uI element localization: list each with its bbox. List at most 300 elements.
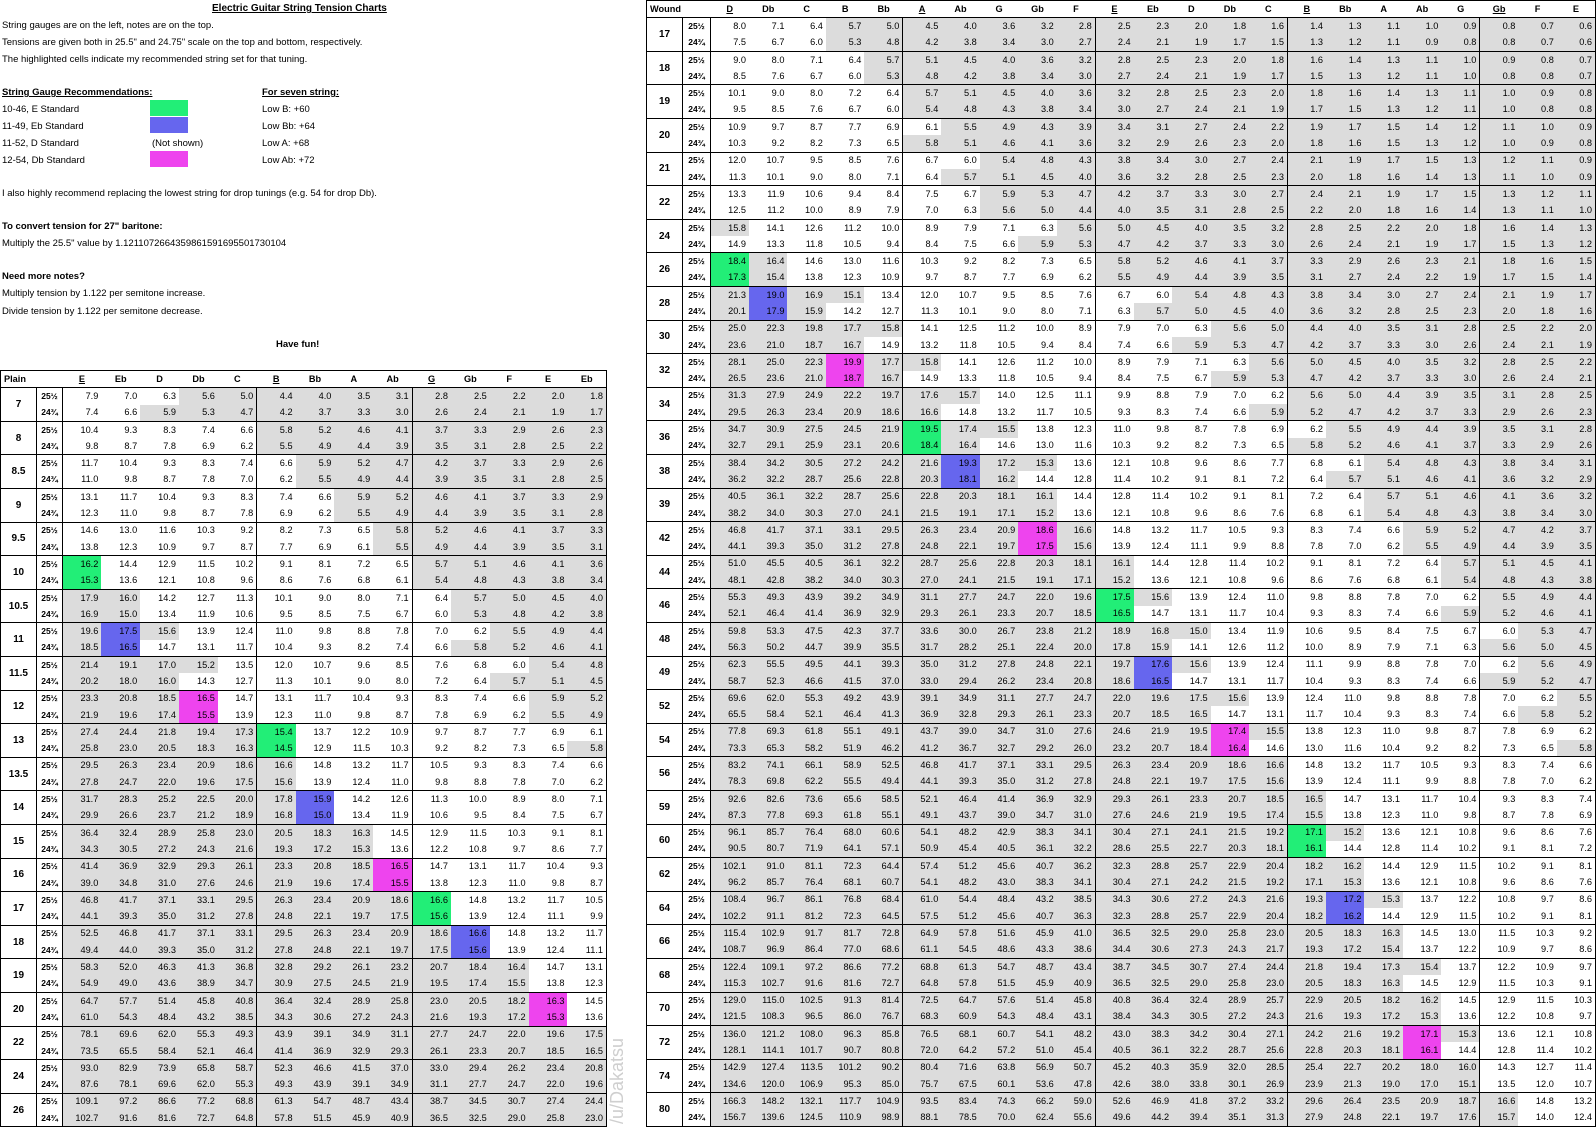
- tension-cell: 4.6: [1172, 253, 1210, 270]
- tension-cell: 11.7: [1036, 406, 1054, 417]
- tension-cell: 20.3: [941, 488, 979, 505]
- tension-cell: 21.9: [864, 421, 902, 438]
- tension-cell: 30.9: [749, 421, 787, 438]
- tension-cell: 27.1: [1134, 824, 1172, 841]
- tension-cell: 53.6: [1018, 1076, 1056, 1093]
- tension-cell: 11.7: [373, 757, 412, 774]
- tension-cell: 21.5: [903, 505, 941, 522]
- tension-cell: 18.3: [1326, 925, 1364, 942]
- tension-cell: 24.8: [1018, 656, 1056, 673]
- table-row: [1, 825, 607, 842]
- tension-cell: 61.8: [787, 723, 825, 740]
- tension-cell: 4.7: [1249, 337, 1287, 354]
- tension-cell: 6.7: [395, 608, 409, 619]
- tension-cell: 6.4: [864, 85, 902, 102]
- tension-cell: 20.1: [711, 303, 749, 320]
- tension-cell: 19.2: [1249, 874, 1287, 891]
- tension-cell: 55.3: [218, 1076, 257, 1093]
- tension-cell: 7.2: [334, 556, 373, 573]
- tension-cell: 4.4: [451, 539, 490, 556]
- table-row: [1, 690, 607, 707]
- table-row: [1, 673, 607, 690]
- tension-cell: 31.3: [711, 387, 749, 404]
- tension-cell: 21.0: [749, 337, 787, 354]
- tension-cell: 2.0: [529, 388, 568, 405]
- tension-cell: 136.0: [711, 1026, 749, 1043]
- tension-cell: 25.6: [941, 555, 979, 572]
- tension-cell: 109.1: [749, 958, 787, 975]
- tension-cell: 19.6: [529, 1026, 568, 1043]
- tension-cell: 4.4: [1288, 320, 1326, 337]
- tension-cell: 9.3: [101, 421, 140, 438]
- tension-cell: 102.7: [749, 975, 787, 992]
- table-corner-label: Wound: [647, 1, 711, 18]
- tension-cell: 13.2: [1326, 757, 1364, 774]
- tension-cell: 6.9: [474, 709, 487, 720]
- tension-cell: 23.0: [101, 741, 140, 758]
- tension-cell: 24.8: [1095, 774, 1133, 791]
- tension-cell: 6.0: [810, 37, 823, 48]
- tension-cell: 32.3: [1095, 908, 1133, 925]
- tension-cell: 2.0: [1249, 85, 1287, 102]
- tension-cell: 29.2: [1018, 740, 1056, 757]
- table-row: [647, 102, 1596, 119]
- tension-cell: 3.9: [373, 438, 412, 455]
- tension-cell: 4.5: [1557, 639, 1596, 656]
- scale-label: 25½: [683, 824, 711, 841]
- tension-cell: 90.7: [826, 1042, 864, 1059]
- tension-cell: 12.4: [352, 776, 371, 787]
- tension-cell: 29.3: [373, 1043, 412, 1060]
- tension-cell: 9.7: [512, 843, 526, 854]
- tension-cell: 35.0: [787, 539, 825, 556]
- tension-cell: 6.5: [886, 138, 900, 149]
- tension-cell: 35.0: [140, 909, 179, 926]
- tension-cell: 43.3: [1018, 942, 1056, 959]
- gauge-label: 9.5: [1, 522, 37, 556]
- tension-cell: 11.2: [826, 219, 864, 236]
- tension-cell: 3.1: [1288, 270, 1326, 287]
- tension-cell: 25.6: [826, 471, 864, 488]
- gauge-label: 9: [1, 489, 37, 523]
- tension-cell: 29.5: [711, 404, 749, 421]
- tension-cell: 8.8: [474, 776, 487, 787]
- tension-cell: 16.0: [140, 673, 179, 690]
- tension-cell: 102.2: [711, 908, 749, 925]
- tension-cell: 4.5: [529, 589, 568, 606]
- tension-cell: 11.5: [353, 743, 371, 754]
- tension-cell: 14.1: [941, 354, 979, 371]
- tension-cell: 90.5: [711, 841, 749, 858]
- table-row: [647, 572, 1596, 589]
- tension-cell: 64.1: [826, 841, 864, 858]
- tension-cell: 43.6: [140, 976, 179, 993]
- tension-cell: 19.7: [1095, 656, 1133, 673]
- tension-cell: 109.1: [63, 1093, 102, 1110]
- tension-cell: 29.3: [179, 858, 218, 875]
- tension-cell: 1.9: [1441, 270, 1479, 287]
- table-row: [1, 1093, 607, 1110]
- scale-label: 25½: [683, 119, 711, 136]
- tension-cell: 1.8: [1364, 203, 1402, 220]
- tension-cell: 13.1: [196, 642, 215, 653]
- tension-cell: 26.3: [296, 925, 335, 942]
- tension-cell: 6.5: [334, 522, 373, 539]
- tension-cell: 1.6: [1288, 51, 1326, 68]
- tension-cell: 9.1: [1288, 555, 1326, 572]
- tension-cell: 4.4: [412, 505, 451, 522]
- tension-cell: 11.2: [980, 320, 1018, 337]
- tension-cell: 42.8: [749, 572, 787, 589]
- tension-cell: 3.9: [1441, 421, 1479, 438]
- tension-cell: 31.0: [1057, 807, 1095, 824]
- tension-cell: 9.8: [551, 877, 565, 888]
- scale-label: 24¾: [37, 606, 63, 623]
- tension-cell: 6.1: [1425, 574, 1439, 585]
- tension-cell: 7.9: [63, 388, 102, 405]
- tension-cell: 3.0: [1249, 236, 1287, 253]
- tension-cell: 7.7: [590, 843, 603, 854]
- tension-cell: 11.7: [236, 642, 254, 653]
- tension-cell: 6.4: [1403, 555, 1441, 572]
- scale-label: 25½: [37, 1093, 63, 1110]
- tension-cell: 15.5: [980, 421, 1018, 438]
- tension-cell: 10.0: [805, 205, 823, 216]
- tension-cell: 52.1: [179, 1043, 218, 1060]
- tension-cell: 1.0: [1518, 169, 1556, 186]
- tension-cell: 8.2: [980, 253, 1018, 270]
- tension-cell: 1.5: [1364, 119, 1402, 136]
- tension-cell: 4.1: [1018, 135, 1056, 152]
- tension-cell: 4.3: [980, 102, 1018, 119]
- tension-cell: 11.0: [508, 877, 526, 888]
- tension-cell: 16.5: [179, 690, 218, 707]
- tension-cell: 85.8: [864, 1026, 902, 1043]
- table-row: [647, 522, 1596, 539]
- tension-cell: 18.7: [787, 337, 825, 354]
- table-row: [1, 757, 607, 774]
- tension-cell: 11.1: [1190, 541, 1208, 552]
- tension-cell: 9.1: [529, 825, 568, 842]
- tension-cell: 28.9: [140, 825, 179, 842]
- tension-cell: 25.7: [1172, 858, 1210, 875]
- table-row: [647, 824, 1596, 841]
- tension-cell: 12.4: [546, 944, 565, 955]
- tension-cell: 35.0: [980, 774, 1018, 791]
- tension-cell: 10.2: [1480, 858, 1518, 875]
- tension-cell: 115.3: [711, 975, 749, 992]
- tension-cell: 3.6: [980, 18, 1018, 35]
- tension-cell: 6.8: [451, 657, 490, 674]
- tension-cell: 61.3: [941, 958, 979, 975]
- tension-cell: 44.7: [787, 639, 825, 656]
- tension-cell: 5.9: [1480, 673, 1518, 690]
- tension-cell: 75.7: [903, 1076, 941, 1093]
- table-row: [1, 472, 607, 489]
- tension-cell: 39.0: [63, 875, 102, 892]
- tension-cell: 2.2: [567, 438, 606, 455]
- tension-cell: 78.1: [63, 1026, 102, 1043]
- tension-cell: 14.4: [1057, 488, 1095, 505]
- tension-cell: 51.6: [980, 925, 1018, 942]
- tension-cell: 7.8: [1211, 421, 1249, 438]
- tension-cell: 3.2: [1518, 471, 1556, 488]
- scale-label: 25½: [683, 925, 711, 942]
- tension-cell: 1.0: [1557, 203, 1596, 220]
- tension-cell: 9.2: [1425, 742, 1439, 753]
- tension-cell: 43.9: [296, 1076, 335, 1093]
- tension-cell: 18.9: [218, 808, 257, 825]
- tension-cell: 5.0: [1249, 320, 1287, 337]
- tension-cell: 18.0: [1403, 1059, 1441, 1076]
- tension-cell: 5.5: [1480, 589, 1518, 606]
- tension-cell: 72.7: [179, 1110, 218, 1127]
- tension-cell: 13.0: [1035, 440, 1054, 451]
- tension-cell: 7.2: [826, 85, 864, 102]
- tension-cell: 7.4: [395, 642, 409, 653]
- tension-cell: 64.4: [864, 858, 902, 875]
- tension-cell: 96.1: [711, 824, 749, 841]
- tension-cell: 3.3: [1211, 236, 1249, 253]
- tension-cell: 15.1: [1441, 1076, 1479, 1093]
- tension-cell: 17.0: [1403, 1076, 1441, 1093]
- tension-cell: 9.3: [1441, 757, 1479, 774]
- tension-cell: 59.8: [711, 622, 749, 639]
- tension-cell: 1.8: [1288, 135, 1326, 152]
- tension-cell: 13.6: [1480, 1026, 1518, 1043]
- tension-cell: 12.8: [1382, 843, 1400, 854]
- table-row: [647, 1042, 1596, 1059]
- tension-cell: 7.8: [1288, 539, 1326, 556]
- table-row: [647, 774, 1596, 791]
- tension-cell: 12.3: [63, 505, 102, 522]
- tension-cell: 56.9: [1018, 1059, 1056, 1076]
- tension-cell: 5.7: [826, 18, 864, 35]
- tension-cell: 23.8: [1018, 622, 1056, 639]
- tension-cell: 2.8: [412, 388, 451, 405]
- tension-cell: 25.8: [529, 1110, 568, 1127]
- tension-cell: 40.7: [1018, 908, 1056, 925]
- tension-cell: 16.3: [334, 825, 373, 842]
- tension-cell: 13.0: [1288, 740, 1326, 757]
- tension-cell: 12.4: [218, 623, 257, 640]
- tension-cell: 4.7: [1326, 404, 1364, 421]
- tension-cell: 26.1: [1134, 790, 1172, 807]
- tension-cell: 24.8: [296, 942, 335, 959]
- tension-cell: 12.8: [1480, 1042, 1518, 1059]
- tension-cell: 5.0: [490, 589, 529, 606]
- tension-cell: 6.8: [357, 575, 371, 586]
- tension-cell: 38.0: [1134, 1076, 1172, 1093]
- tension-cell: 14.4: [1343, 843, 1362, 854]
- tension-cell: 19.6: [296, 875, 335, 892]
- tension-cell: 8.9: [848, 205, 862, 216]
- tension-cell: 17.4: [1211, 723, 1249, 740]
- note-header: [1364, 1, 1402, 18]
- tension-cell: 5.6: [1249, 354, 1287, 371]
- tension-cell: 16.5: [373, 858, 412, 875]
- scale-label: 25½: [683, 320, 711, 337]
- gauge-label: 72: [647, 1026, 683, 1060]
- tension-cell: 7.3: [1018, 253, 1056, 270]
- tension-cell: 18.6: [1095, 673, 1133, 690]
- tension-cell: 7.0: [1403, 589, 1441, 606]
- tension-cell: 32.8: [257, 959, 296, 976]
- scale-label: 25½: [37, 388, 63, 405]
- tension-cell: 29.3: [1095, 790, 1133, 807]
- tension-cell: 46.8: [63, 892, 102, 909]
- tension-cell: 7.4: [179, 421, 218, 438]
- tension-cell: 22.1: [1364, 1110, 1402, 1127]
- notes-panel: [0, 0, 620, 370]
- tension-cell: 46.8: [903, 757, 941, 774]
- tension-cell: 8.8: [1463, 776, 1477, 787]
- tension-cell: 38.3: [1134, 1026, 1172, 1043]
- tension-cell: 8.6: [1541, 877, 1554, 888]
- tension-cell: 9.9: [1326, 656, 1364, 673]
- tension-cell: 31.1: [903, 589, 941, 606]
- note-header: [941, 1, 979, 18]
- tension-cell: 12.2: [412, 841, 451, 858]
- tension-cell: 0.9: [1557, 119, 1596, 136]
- tension-cell: 34.5: [1134, 958, 1172, 975]
- tension-cell: 2.8: [1095, 51, 1133, 68]
- tension-cell: 43.9: [787, 589, 825, 606]
- tension-cell: 11.5: [1441, 858, 1479, 875]
- scale-label: 25½: [37, 992, 63, 1009]
- tension-cell: 35.0: [903, 656, 941, 673]
- tension-cell: 24.8: [257, 909, 296, 926]
- tension-cell: 91.0: [749, 858, 787, 875]
- tension-cell: 1.9: [1172, 35, 1210, 52]
- tension-cell: 8.0: [334, 589, 373, 606]
- table-row: [1, 657, 607, 674]
- tension-cell: 13.8: [1343, 809, 1362, 820]
- tension-cell: 7.3: [848, 138, 862, 149]
- scale-label: 24¾: [683, 303, 711, 320]
- tension-cell: 8.8: [1326, 589, 1364, 606]
- tension-cell: 91.6: [101, 1110, 140, 1127]
- tension-cell: 9.0: [810, 171, 823, 182]
- tension-cell: 6.0: [886, 104, 900, 115]
- scale-label: 24¾: [37, 472, 63, 489]
- tension-cell: 12.9: [1403, 858, 1441, 875]
- tension-cell: 28.9: [1211, 992, 1249, 1009]
- tension-cell: 25.5: [1134, 841, 1172, 858]
- tension-cell: 5.8: [567, 741, 606, 758]
- tension-cell: 4.0: [1326, 320, 1364, 337]
- tension-cell: 11.5: [1459, 910, 1477, 921]
- tension-cell: 10.0: [1057, 354, 1095, 371]
- tension-cell: 108.4: [711, 891, 749, 908]
- tension-cell: 4.6: [334, 421, 373, 438]
- tension-cell: 15.5: [1249, 723, 1287, 740]
- tension-cell: 17.5: [101, 623, 140, 640]
- tension-cell: 2.5: [1134, 51, 1172, 68]
- tension-cell: 58.4: [749, 706, 787, 723]
- tension-cell: 9.4: [1078, 373, 1092, 384]
- tension-cell: 23.2: [1095, 740, 1133, 757]
- tension-cell: 5.0: [1326, 387, 1364, 404]
- scale-label: 24¾: [683, 606, 711, 623]
- tension-cell: 20.8: [567, 1060, 606, 1077]
- tension-cell: 18.5: [529, 1043, 568, 1060]
- table-row: [647, 589, 1596, 606]
- table-row: [647, 203, 1596, 220]
- tension-cell: 8.2: [474, 743, 487, 754]
- tension-cell: 4.1: [1211, 253, 1249, 270]
- tension-cell: 2.8: [1441, 320, 1479, 337]
- note-header-label: A: [918, 3, 926, 14]
- table-row: [647, 270, 1596, 287]
- tension-cell: 4.5: [1134, 219, 1172, 236]
- tension-cell: 2.4: [1326, 236, 1364, 253]
- tension-cell: 2.5: [529, 438, 568, 455]
- scale-label: 24¾: [37, 1043, 63, 1060]
- tension-cell: 1.1: [1518, 152, 1556, 169]
- gauge-label: 60: [647, 824, 683, 858]
- tension-cell: 3.0: [1057, 68, 1095, 85]
- tension-cell: 11.3: [218, 589, 257, 606]
- tension-cell: 16.4: [1211, 740, 1249, 757]
- tension-cell: 7.2: [1288, 488, 1326, 505]
- gauge-label: 19: [1, 959, 37, 993]
- tension-cell: 65.8: [179, 1060, 218, 1077]
- tension-cell: 1.2: [1326, 35, 1364, 52]
- tension-cell: 14.5: [1403, 925, 1441, 942]
- tension-cell: 8.0: [848, 171, 862, 182]
- table-row: [647, 656, 1596, 673]
- tension-cell: 12.7: [235, 675, 254, 686]
- tension-cell: 15.6: [451, 942, 490, 959]
- tension-cell: 7.6: [318, 575, 332, 586]
- table-row: [1, 925, 607, 942]
- tension-cell: 78.3: [711, 774, 749, 791]
- tension-cell: 6.4: [1288, 471, 1326, 488]
- tension-cell: 9.6: [1172, 455, 1210, 472]
- tension-cell: 24.2: [1288, 1026, 1326, 1043]
- tension-cell: 28.8: [1134, 908, 1172, 925]
- tension-cell: 66.2: [1018, 1093, 1056, 1110]
- tension-cell: 11.9: [1249, 622, 1287, 639]
- note-header: [1557, 1, 1596, 18]
- tension-cell: 5.7: [903, 85, 941, 102]
- tension-cell: 20.0: [1057, 639, 1095, 656]
- tension-cell: 9.3: [179, 489, 218, 506]
- tension-cell: 2.0: [1326, 203, 1364, 220]
- tension-cell: 10.5: [1403, 757, 1441, 774]
- tension-cell: 5.8: [1557, 740, 1596, 757]
- scale-label: 25½: [37, 791, 63, 808]
- tension-cell: 10.1: [313, 675, 332, 686]
- note-line: The highlighted cells indicate my recommended string set for that tuning.: [2, 54, 308, 65]
- tension-cell: 1.9: [1288, 119, 1326, 136]
- tension-cell: 3.8: [1018, 102, 1056, 119]
- tension-cell: 5.9: [296, 455, 335, 472]
- tension-cell: 7.0: [1348, 541, 1362, 552]
- tension-cell: 39.3: [941, 774, 979, 791]
- tension-cell: 36.2: [711, 471, 749, 488]
- tension-cell: 13.7: [1441, 958, 1479, 975]
- tension-cell: 34.3: [257, 1009, 296, 1026]
- tension-cell: 8.5: [1018, 287, 1056, 304]
- tension-cell: 3.4: [1518, 455, 1556, 472]
- tension-cell: 23.0: [412, 992, 451, 1009]
- tension-cell: 6.9: [1040, 272, 1054, 283]
- tension-cell: 25.4: [1288, 1059, 1326, 1076]
- tension-cell: 10.5: [1035, 373, 1054, 384]
- gauge-label: 24: [647, 219, 683, 253]
